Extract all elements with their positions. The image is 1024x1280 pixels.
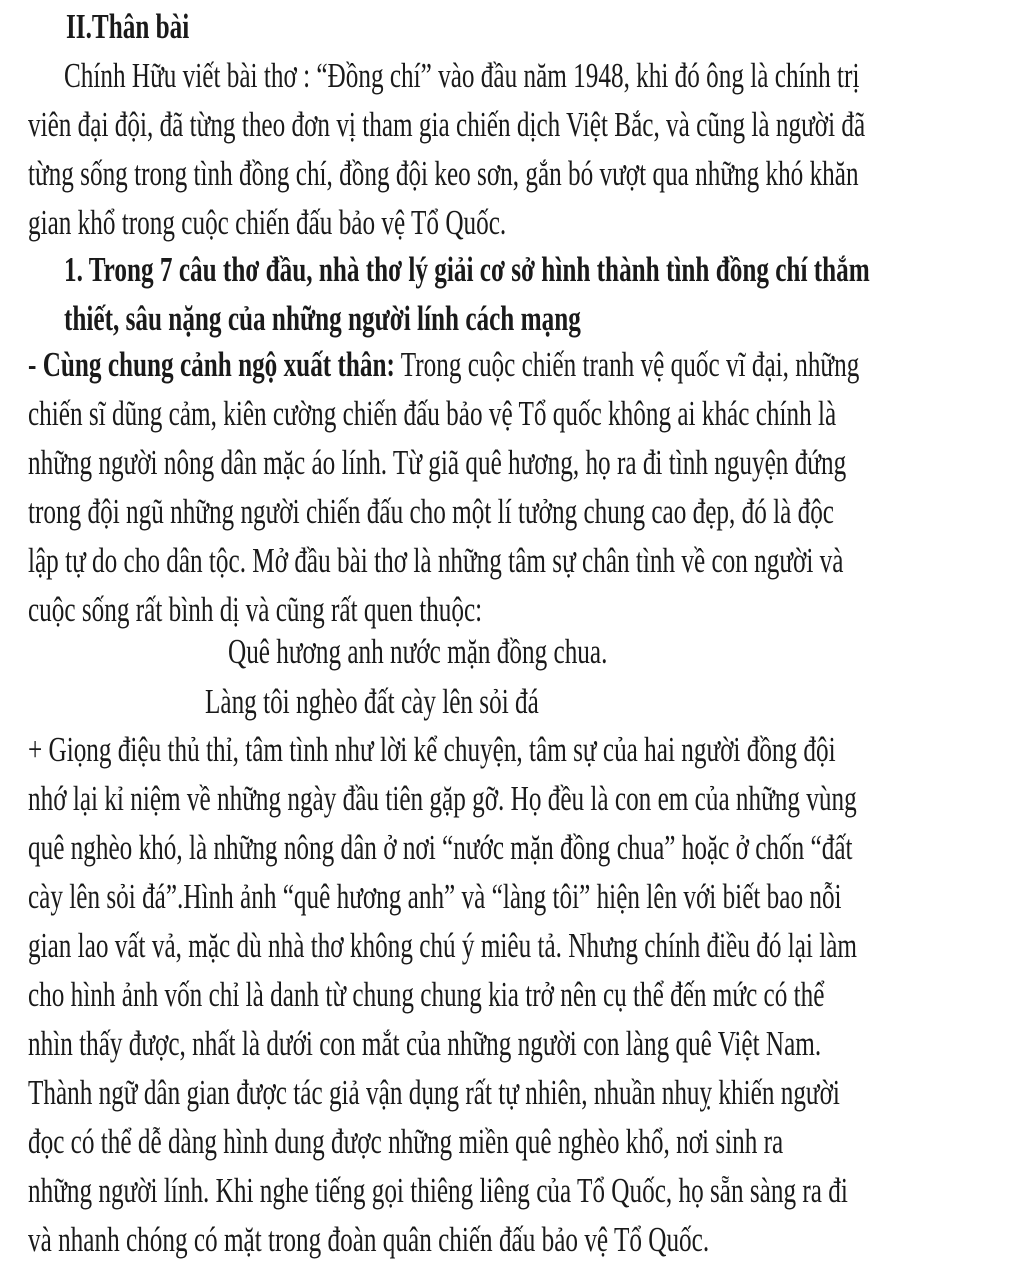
analysis-line-6: cho hình ảnh vốn chỉ là danh từ chung chung kia trở nên cụ thể đến mức có thể (28, 975, 825, 1015)
analysis-line-3: quê nghèo khó, là những nông dân ở nơi “nước mặn đồng chua” hoặc ở chốn “đất (28, 828, 853, 868)
poem-line-2: Làng tôi nghèo đất cày lên sỏi đá (205, 682, 539, 722)
heading-line-2: thiết, sâu nặng của những người lính cách mạng (64, 299, 581, 339)
point-line-5: lập tự do cho dân tộc. Mở đầu bài thơ là những tâm sự chân tình về con người và (28, 541, 844, 581)
intro-line-2: viên đại đội, đã từng theo đơn vị tham gia chiến dịch Việt Bắc, và cũng là người đã (28, 105, 866, 145)
point-label: - Cùng chung cảnh ngộ xuất thân: (28, 345, 395, 385)
analysis-line-2: nhớ lại kỉ niệm về những ngày đầu tiên gặp gỡ. Họ đều là con em của những vùng (28, 779, 857, 819)
analysis-line-7: nhìn thấy được, nhất là dưới con mắt của những người con làng quê Việt Nam. (28, 1024, 822, 1064)
analysis-line-9: đọc có thể dễ dàng hình dung được những miền quê nghèo khổ, nơi sinh ra (28, 1122, 784, 1162)
intro-line-4: gian khổ trong cuộc chiến đấu bảo vệ Tổ Quốc. (28, 203, 507, 243)
heading-line-1: 1. Trong 7 câu thơ đầu, nhà thơ lý giải cơ sở hình thành tình đồng chí thắm (64, 250, 870, 290)
intro-line-3: từng sống trong tình đồng chí, đồng đội keo sơn, gắn bó vượt qua những khó khăn (28, 154, 859, 194)
point-first-line-text: Trong cuộc chiến tranh vệ quốc vĩ đại, những (394, 345, 860, 385)
analysis-line-5: gian lao vất vả, mặc dù nhà thơ không chú ý miêu tả. Nhưng chính điều đó lại làm (28, 926, 858, 966)
intro-line-1: Chính Hữu viết bài thơ : “Đồng chí” vào đầu năm 1948, khi đó ông là chính trị (64, 56, 860, 96)
point-line-3: những người nông dân mặc áo lính. Từ giã quê hương, họ ra đi tình nguyện đứng (28, 443, 847, 483)
section-title: II.Thân bài (66, 7, 190, 47)
analysis-line-8: Thành ngữ dân gian được tác giả vận dụng rất tự nhiên, nhuần nhuỵ khiến người (28, 1073, 840, 1113)
point-first-line (28, 340, 859, 391)
point-line-6: cuộc sống rất bình dị và cũng rất quen thuộc: (28, 590, 483, 630)
analysis-line-4: cày lên sỏi đá”.Hình ảnh “quê hương anh” và “làng tôi” hiện lên với biết bao nỗi (28, 877, 842, 917)
point-line-4: trong đội ngũ những người chiến đấu cho một lí tưởng chung cao đẹp, đó là độc (28, 492, 834, 532)
analysis-line-11: và nhanh chóng có mặt trong đoàn quân chiến đấu bảo vệ Tổ Quốc. (28, 1220, 710, 1260)
analysis-line-10: những người lính. Khi nghe tiếng gọi thiêng liêng của Tổ Quốc, họ sẵn sàng ra đi (28, 1171, 848, 1211)
analysis-line-1: + Giọng điệu thủ thỉ, tâm tình như lời kể chuyện, tâm sự của hai người đồng đội (28, 730, 836, 770)
point-line-2: chiến sĩ dũng cảm, kiên cường chiến đấu bảo vệ Tổ quốc không ai khác chính là (28, 394, 837, 434)
poem-line-1: Quê hương anh nước mặn đồng chua. (228, 632, 608, 672)
